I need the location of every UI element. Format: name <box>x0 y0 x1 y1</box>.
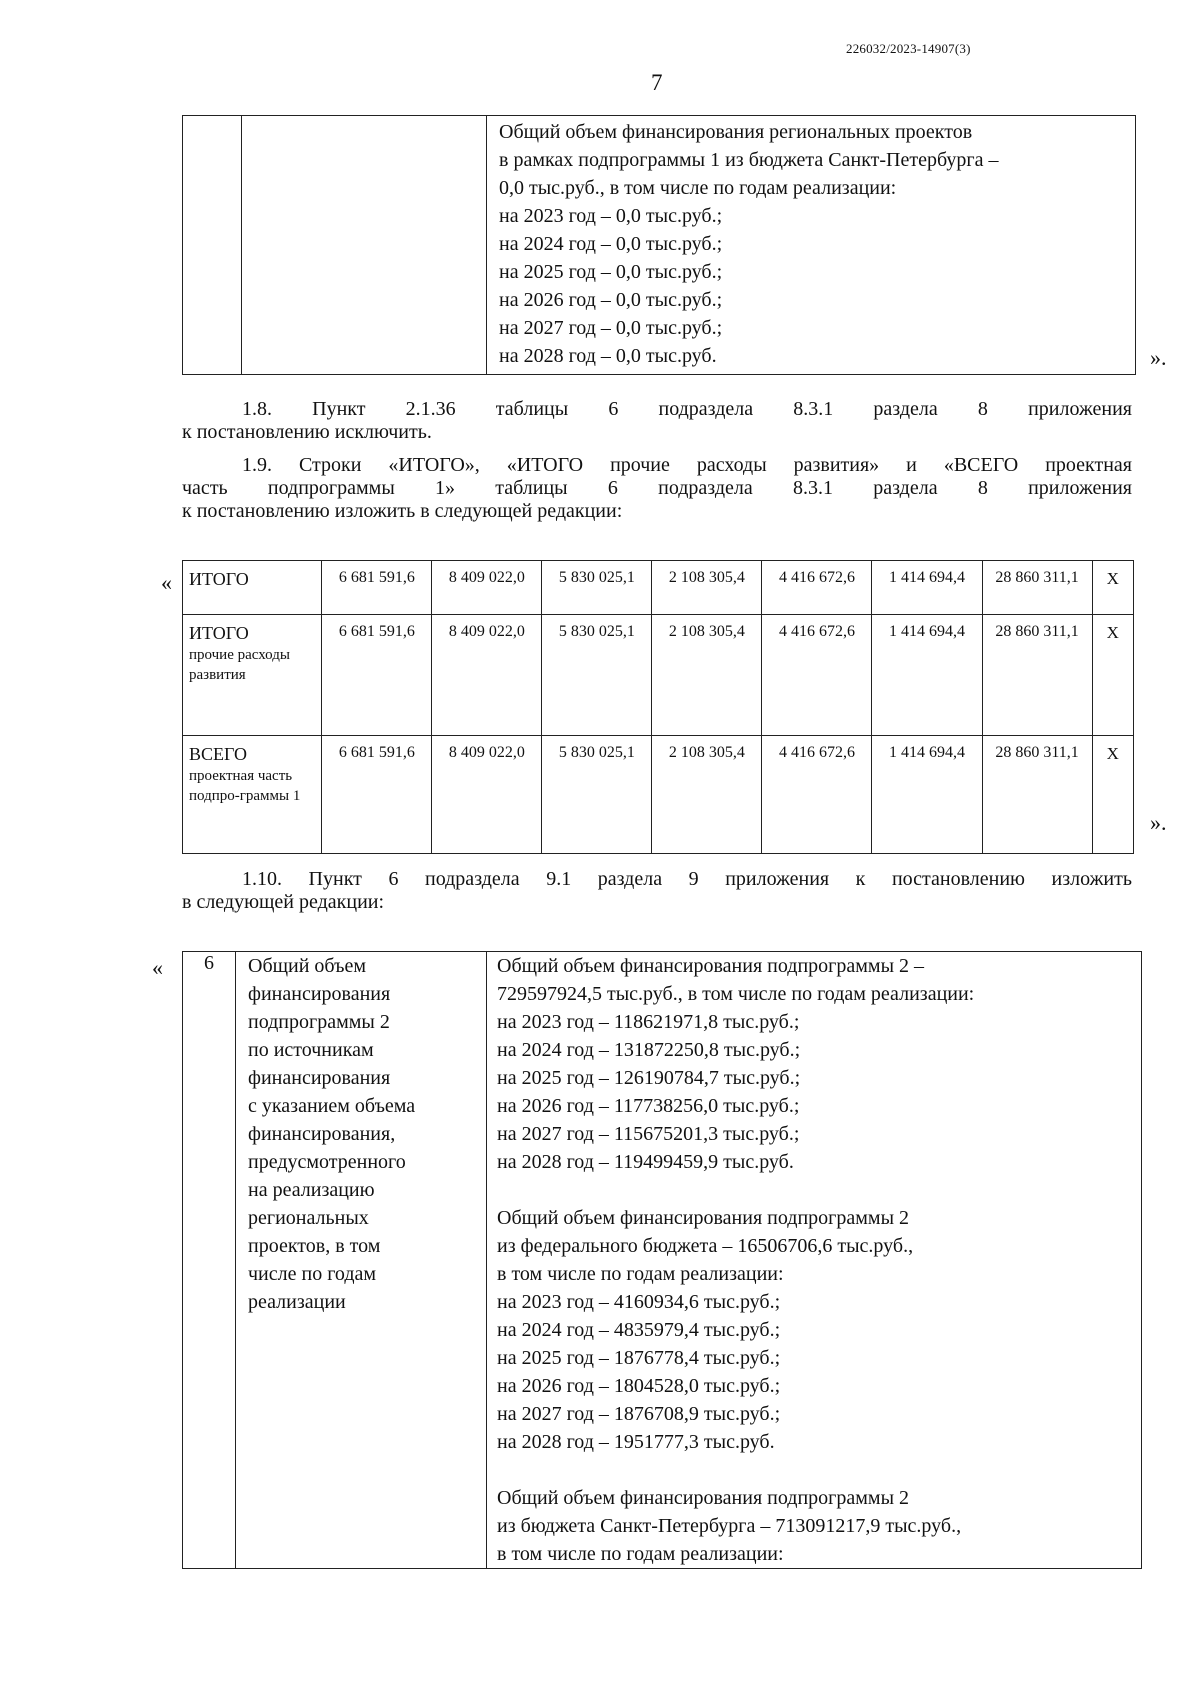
mark-cell: X <box>1092 561 1133 615</box>
text-line: на 2024 год – 4835979,4 тыс.руб.; <box>497 1319 781 1341</box>
value-cell: 8 409 022,0 <box>432 561 542 615</box>
paragraph-1-8 <box>182 398 1132 444</box>
paragraph-line: к постановлению изложить в следующей редакции: <box>182 500 623 522</box>
text-line: в рамках подпрограммы 1 из бюджета Санкт-Петербурга – <box>499 149 999 171</box>
value-cell: 5 830 025,1 <box>542 561 652 615</box>
row-label: ИТОГО прочие расходы развития <box>183 615 322 736</box>
text-line: на реализацию <box>248 1179 375 1201</box>
paragraph-line: 1.10. Пункт 6 подраздела 9.1 раздела 9 приложения к постановлению изложить <box>242 868 1132 890</box>
row-label: ИТОГО <box>183 561 322 615</box>
value-cell: 2 108 305,4 <box>652 561 762 615</box>
text-line: финансирования, <box>248 1123 396 1145</box>
paragraph-line: в следующей редакции: <box>182 891 385 913</box>
totals-table <box>182 560 1134 854</box>
text-line: на 2026 год – 117738256,0 тыс.руб.; <box>497 1095 800 1117</box>
value-cell: 28 860 311,1 <box>982 561 1092 615</box>
text-line: на 2028 год – 119499459,9 тыс.руб. <box>497 1151 794 1173</box>
value-cell: 6 681 591,6 <box>322 561 432 615</box>
regional-projects-funding-table <box>182 115 1136 375</box>
document-number: 226032/2023-14907(3) <box>846 41 971 56</box>
paragraph-line: 1.8. Пункт 2.1.36 таблицы 6 подраздела 8.3.1 раздела 8 приложения <box>242 398 1132 420</box>
paragraph-1-9 <box>182 454 1132 523</box>
text-line: Общий объем финансирования региональных проектов <box>499 121 973 143</box>
funding-block-spb <box>497 1484 1133 1568</box>
text-line: в том числе по годам реализации: <box>497 1263 784 1285</box>
text-line: региональных <box>248 1207 369 1229</box>
value-cell: 6 681 591,6 <box>322 615 432 736</box>
page-number: 7 <box>651 70 663 95</box>
table-cell-number <box>183 116 242 375</box>
funding-block-federal <box>497 1204 1133 1456</box>
closing-quote: ». <box>1150 345 1167 370</box>
value-cell: 1 414 694,4 <box>872 736 982 854</box>
value-cell: 4 416 672,6 <box>762 736 872 854</box>
text-line: Общий объем финансирования подпрограммы 2 <box>497 1487 910 1509</box>
table-row <box>183 615 1134 736</box>
funding-details <box>487 952 1142 1569</box>
text-line: числе по годам <box>248 1263 377 1285</box>
closing-quote: ». <box>1150 810 1167 835</box>
text-line: 0,0 тыс.руб., в том числе по годам реализации: <box>499 177 897 199</box>
text-line: Общий объем <box>248 955 366 977</box>
subprogram-2-funding-table <box>182 951 1142 1569</box>
text-line: на 2027 год – 1876708,9 тыс.руб.; <box>497 1403 781 1425</box>
text-line: на 2026 год – 0,0 тыс.руб.; <box>499 289 723 311</box>
text-line: на 2025 год – 0,0 тыс.руб.; <box>499 261 723 283</box>
mark-cell: X <box>1092 736 1133 854</box>
row-label: ВСЕГО проектная часть подпро-граммы 1 <box>183 736 322 854</box>
item-description <box>236 952 487 1569</box>
value-cell: 2 108 305,4 <box>652 615 762 736</box>
text-line: на 2024 год – 131872250,8 тыс.руб.; <box>497 1039 801 1061</box>
text-line: проектов, в том <box>248 1235 381 1257</box>
text-line: на 2025 год – 1876778,4 тыс.руб.; <box>497 1347 781 1369</box>
text-line: на 2023 год – 118621971,8 тыс.руб.; <box>497 1011 800 1033</box>
value-cell: 1 414 694,4 <box>872 615 982 736</box>
text-line: 729597924,5 тыс.руб., в том числе по годам реализации: <box>497 983 975 1005</box>
text-line: подпрограммы 2 <box>248 1011 390 1033</box>
value-cell: 4 416 672,6 <box>762 615 872 736</box>
value-cell: 5 830 025,1 <box>542 736 652 854</box>
text-line: на 2028 год – 1951777,3 тыс.руб. <box>497 1431 775 1453</box>
text-line: на 2024 год – 0,0 тыс.руб.; <box>499 233 723 255</box>
text-line: на 2025 год – 126190784,7 тыс.руб.; <box>497 1067 801 1089</box>
value-cell: 28 860 311,1 <box>982 615 1092 736</box>
value-cell: 1 414 694,4 <box>872 561 982 615</box>
value-cell: 8 409 022,0 <box>432 615 542 736</box>
text-line: на 2023 год – 4160934,6 тыс.руб.; <box>497 1291 781 1313</box>
opening-quote: « <box>152 955 163 980</box>
funding-block-total <box>497 952 1133 1176</box>
table-cell-label <box>242 116 487 375</box>
paragraph-line: 1.9. Строки «ИТОГО», «ИТОГО прочие расходы развития» и «ВСЕГО проектная <box>242 454 1132 476</box>
paragraph-1-10 <box>182 868 1132 914</box>
text-line: из бюджета Санкт-Петербурга – 713091217,9 тыс.руб., <box>497 1515 962 1537</box>
item-number: 6 <box>183 952 236 1569</box>
table-row <box>183 561 1134 615</box>
value-cell: 2 108 305,4 <box>652 736 762 854</box>
text-line: на 2027 год – 115675201,3 тыс.руб.; <box>497 1123 800 1145</box>
text-line: из федерального бюджета – 16506706,6 тыс.руб., <box>497 1235 914 1257</box>
mark-cell: X <box>1092 615 1133 736</box>
value-cell: 28 860 311,1 <box>982 736 1092 854</box>
text-line: финансирования <box>248 1067 391 1089</box>
text-line: на 2027 год – 0,0 тыс.руб.; <box>499 317 723 339</box>
text-line: финансирования <box>248 983 391 1005</box>
table-cell-funding-text <box>487 116 1136 375</box>
text-line: в том числе по годам реализации: <box>497 1543 784 1565</box>
opening-quote: « <box>161 570 172 595</box>
text-line: по источникам <box>248 1039 374 1061</box>
value-cell: 8 409 022,0 <box>432 736 542 854</box>
text-line: с указанием объема <box>248 1095 416 1117</box>
text-line: на 2023 год – 0,0 тыс.руб.; <box>499 205 723 227</box>
table-row <box>183 736 1134 854</box>
value-cell: 6 681 591,6 <box>322 736 432 854</box>
text-line: Общий объем финансирования подпрограммы 2 <box>497 1207 910 1229</box>
paragraph-line: часть подпрограммы 1» таблицы 6 подраздела 8.3.1 раздела 8 приложения <box>182 477 1132 499</box>
paragraph-line: к постановлению исключить. <box>182 421 432 443</box>
value-cell: 4 416 672,6 <box>762 561 872 615</box>
text-line: на 2028 год – 0,0 тыс.руб. <box>499 345 717 367</box>
text-line: реализации <box>248 1291 346 1313</box>
text-line: на 2026 год – 1804528,0 тыс.руб.; <box>497 1375 781 1397</box>
text-line: предусмотренного <box>248 1151 406 1173</box>
value-cell: 5 830 025,1 <box>542 615 652 736</box>
text-line: Общий объем финансирования подпрограммы 2 – <box>497 955 925 977</box>
